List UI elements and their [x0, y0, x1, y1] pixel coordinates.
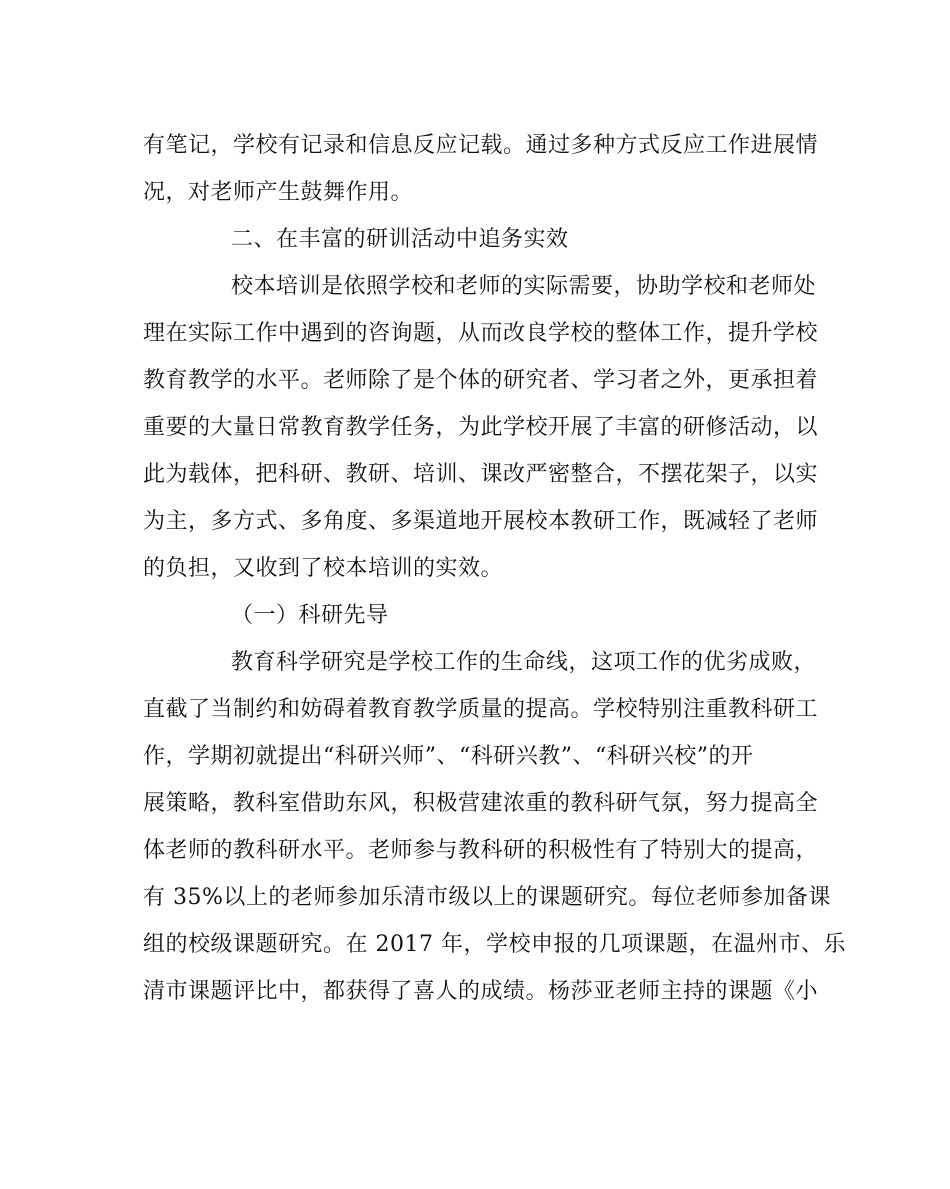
- text-line: 体老师的教科研水平。老师参与教科研的积极性有了特别大的提高，: [143, 838, 819, 863]
- text-line: 教育教学的水平。老师除了是个体的研究者、学习者之外，更承担着: [143, 368, 819, 393]
- text-line: 的负担，又收到了校本培训的实效。: [143, 556, 504, 581]
- text-line: 教育科学研究是学校工作的生命线，这项工作的优劣成败，: [231, 650, 817, 675]
- text-line: 有 35%以上的老师参加乐清市级以上的课题研究。每位老师参加备课: [143, 885, 831, 910]
- text-line: （一）科研先导: [231, 603, 389, 628]
- text-line: 校本培训是依照学校和老师的实际需要，协助学校和老师处: [231, 274, 817, 299]
- text-line: 组的校级课题研究。在 2017 年，学校申报的几项课题，在温州市、乐: [143, 932, 846, 957]
- body-text: [143, 122, 846, 1015]
- text-line: 为主，多方式、多角度、多渠道地开展校本教研工作，既减轻了老师: [143, 509, 819, 534]
- text-line: 况，对老师产生鼓舞作用。: [143, 180, 414, 205]
- text-line: 重要的大量日常教育教学任务，为此学校开展了丰富的研修活动，以: [143, 415, 819, 440]
- text-line: 有笔记，学校有记录和信息反应记载。通过多种方式反应工作进展情: [143, 133, 819, 158]
- text-line: 展策略，教科室借助东风，积极营建浓重的教科研气氛，努力提高全: [143, 791, 819, 816]
- text-line: 作，学期初就提出“科研兴师”、“科研兴教”、“科研兴校”的开: [143, 744, 754, 769]
- text-line: 直截了当制约和妨碍着教育教学质量的提高。学校特别注重教科研工: [143, 697, 819, 722]
- text-line: 此为载体，把科研、教研、培训、课改严密整合，不摆花架子，以实: [143, 462, 819, 487]
- text-line: 二、在丰富的研训活动中追务实效: [231, 227, 569, 252]
- text-line: 理在实际工作中遇到的咨询题，从而改良学校的整体工作，提升学校: [143, 321, 819, 346]
- text-line: 清市课题评比中，都获得了喜人的成绩。杨莎亚老师主持的课题《小: [143, 979, 819, 1004]
